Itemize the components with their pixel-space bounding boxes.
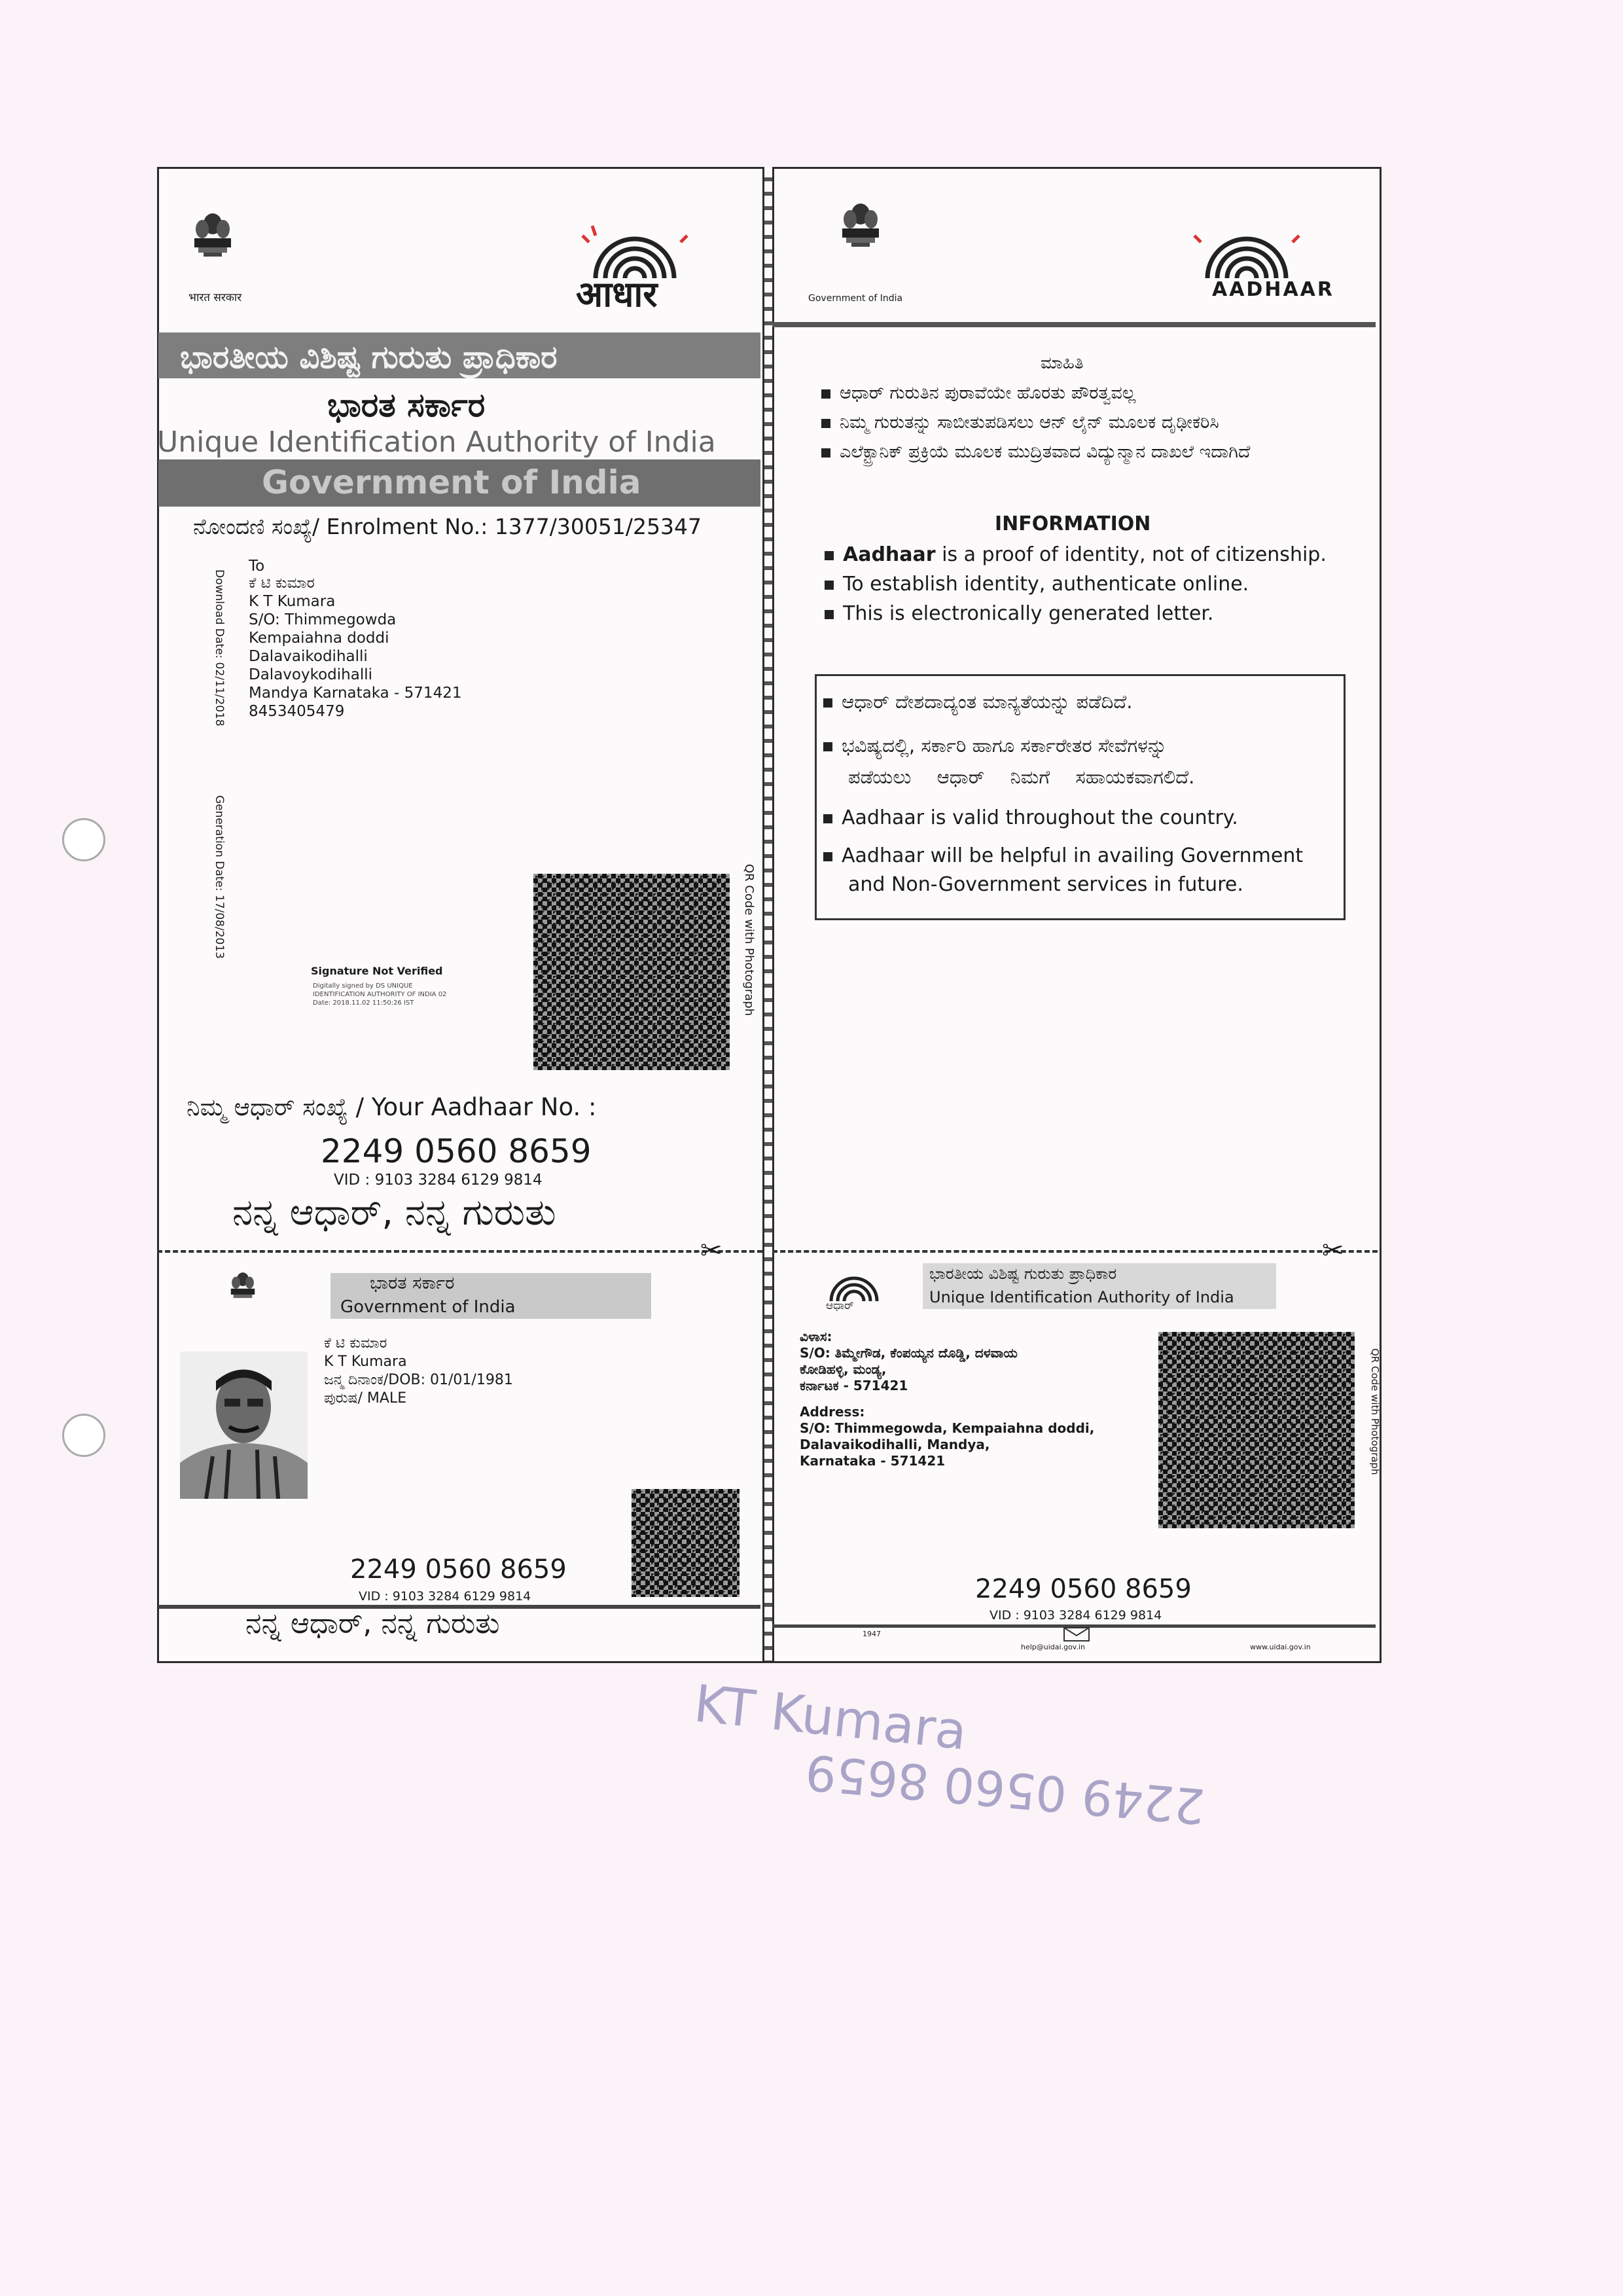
address-line: Dalavaikodihalli [249, 648, 368, 665]
to-label: To [249, 558, 265, 575]
box-item [823, 734, 1167, 757]
signature-status: Signature Not Verified [311, 965, 443, 977]
govt-english: Government of India [262, 463, 641, 501]
box-item [823, 806, 1238, 829]
box-item [823, 691, 1133, 713]
national-emblem-icon [834, 200, 887, 272]
back-uidai-english: Unique Identification Authority of India [929, 1288, 1234, 1306]
info-kannada-text: ಆಧಾರ್ ಗುರುತಿನ ಪುರಾವೆಯೇ ಹೊರತು ಪೌರತ್ವವಲ್ಲ [840, 383, 1136, 403]
front-vid: VID : 9103 3284 6129 9814 [359, 1589, 531, 1604]
box-text: Aadhaar is valid throughout the country. [842, 806, 1238, 829]
back-qr-code [1158, 1332, 1355, 1528]
info-text: This is electronically generated letter. [843, 602, 1214, 625]
back-qr-caption: QR Code with Photograph [1369, 1348, 1381, 1475]
download-date: Download Date: 02/11/2018 [213, 569, 226, 726]
back-address-kannada-line: ಕೋಡಿಹಳ್ಳಿ, ಮಂಡ್ಯ, [800, 1361, 887, 1377]
address-line: S/O: Thimmegowda [249, 611, 397, 628]
punch-hole [62, 1414, 105, 1457]
generation-date: Generation Date: 17/08/2013 [213, 795, 226, 959]
back-address-line: Dalavaikodihalli, Mandya, [800, 1437, 990, 1452]
front-name-english: K T Kumara [324, 1354, 407, 1370]
address-line: Dalavoykodihalli [249, 666, 372, 683]
info-bold-word: Aadhaar [843, 543, 936, 566]
holder-photo [180, 1352, 308, 1499]
box-item [823, 844, 1303, 867]
box-text: ಆಧಾರ್ ದೇಶದಾದ್ಯಂತ ಮಾನ್ಯತೆಯನ್ನು ಪಡೆದಿದೆ. [842, 691, 1133, 713]
back-address-kannada-line: ಕರ್ನಾಟಕ - 571421 [800, 1378, 908, 1393]
aadhaar-logo-icon [1181, 213, 1312, 285]
info-title: INFORMATION [995, 512, 1151, 535]
box-text: and Non-Government services in future. [848, 873, 1243, 896]
front-name-kannada: ಕೆ ಟಿ ಕುಮಾರ [324, 1335, 387, 1352]
your-aadhaar-label: ನಿಮ್ಮ ಆಧಾರ್ ಸಂಖ್ಯೆ / Your Aadhaar No. : [187, 1093, 597, 1121]
info-kannada-text: ಎಲೆಕ್ಟ್ರಾನಿಕ್ ಪ್ರಕ್ರಿಯೆ ಮೂಲಕ ಮುದ್ರಿತವಾದ ವಿದ್ಯುನ್ಮಾನ ದಾಖಲೆ ಇದಾಗಿದೆ [840, 442, 1251, 462]
front-dob: ಜನ್ಮ ದಿನಾಂಕ/DOB: 01/01/1981 [324, 1372, 513, 1388]
national-emblem-icon [226, 1270, 260, 1317]
bullet-icon [825, 551, 834, 560]
back-uidai-kannada: ಭಾರತೀಯ ವಿಶಿಷ್ಟ ಗುರುತು ಪ್ರಾಧಿಕಾರ [929, 1265, 1117, 1283]
info-kannada-title: ಮಾಹಿತಿ [1041, 353, 1084, 373]
front-qr-code [632, 1489, 740, 1597]
vid-number: VID : 9103 3284 6129 9814 [334, 1172, 543, 1189]
address-line: Mandya Karnataka - 571421 [249, 685, 462, 702]
info-item [825, 543, 1327, 566]
mail-icon [1063, 1627, 1090, 1641]
uidai-kannada: ಭಾರತೀಯ ವಿಶಿಷ್ಟ ಗುರುತು ಪ್ರಾಧಿಕಾರ [180, 339, 558, 376]
qr-caption: QR Code with Photograph [742, 864, 756, 1016]
header-rule [772, 322, 1376, 327]
front-govt-kannada: ಭಾರತ ಸರ್ಕಾರ [370, 1273, 455, 1293]
back-address-label-kannada: ವಿಳಾಸ: [800, 1329, 832, 1344]
back-vid: VID : 9103 3284 6129 9814 [990, 1608, 1162, 1623]
signature-details: Digitally signed by DS UNIQUE IDENTIFICATION AUTHORITY OF INDIA 02 Date: 2018.11.02 11:50:26 IST [313, 982, 447, 1007]
address-line: Kempaiahna doddi [249, 630, 389, 647]
info-kannada-text: ನಿಮ್ಮ ಗುರುತನ್ನು ಸಾಬೀತುಪಡಿಸಲು ಆನ್ ಲೈನ್ ಮೂಲಕ ದೃಢೀಕರಿಸಿ [840, 412, 1219, 433]
front-slogan: ನನ್ನ ಆಧಾರ್, ನನ್ನ ಗುರುತು [245, 1607, 500, 1640]
bullet-icon [825, 581, 834, 590]
bullet-icon [821, 448, 830, 457]
info-kannada-item [821, 442, 1251, 463]
info-text: To establish identity, authenticate online. [843, 573, 1249, 596]
box-text: Aadhaar will be helpful in availing Government [842, 844, 1304, 867]
aadhaar-logo-english: AADHAAR [1212, 278, 1334, 301]
front-gender: ಪುರುಷ/ MALE [324, 1390, 407, 1407]
back-address-label: Address: [800, 1404, 865, 1420]
bullet-icon [821, 389, 830, 399]
back-logo-text: ಆಧಾರ್ [826, 1299, 854, 1312]
front-aadhaar-number: 2249 0560 8659 [350, 1554, 567, 1585]
bullet-icon [823, 852, 832, 861]
address-line: K T Kumara [249, 593, 336, 610]
enrolment-number: ನೋಂದಣಿ ಸಂಖ್ಯೆ/ Enrolment No.: 1377/30051/25347 [193, 514, 702, 539]
handwritten-note: 2249 0560 8659 [803, 1743, 1207, 1835]
scissors-icon: ✂ [700, 1236, 722, 1266]
aadhaar-logo-text: आधार [576, 274, 658, 315]
back-aadhaar-number: 2249 0560 8659 [975, 1574, 1192, 1604]
slogan: ನನ್ನ ಆಧಾರ್, ನನ್ನ ಗುರುತು [232, 1191, 556, 1234]
bullet-icon [823, 814, 832, 823]
qr-code [533, 874, 730, 1070]
govt-kannada: ಭಾರತ ಸರ್ಕಾರ [327, 386, 486, 424]
handwritten-note: KT Kumara [691, 1674, 970, 1762]
helpline-number: 1947 [863, 1630, 881, 1638]
back-address-line: Karnataka - 571421 [800, 1453, 946, 1469]
govt-of-india-label: Government of India [808, 293, 903, 304]
info-item [825, 573, 1249, 596]
punch-hole [62, 818, 105, 861]
bullet-icon [821, 419, 830, 428]
back-address-line: S/O: Thimmegowda, Kempaiahna doddi, [800, 1420, 1095, 1436]
website: www.uidai.gov.in [1250, 1643, 1311, 1651]
info-text: is a proof of identity, not of citizenship. [935, 543, 1327, 566]
help-email: help@uidai.gov.in [1021, 1643, 1085, 1651]
front-govt-english: Government of India [340, 1297, 516, 1317]
info-kannada-item [821, 412, 1219, 433]
govt-label-hindi: भारत सरकार [188, 291, 242, 304]
bullet-icon [823, 742, 832, 751]
vertical-perforation [762, 167, 774, 1661]
box-text: ಭವಿಷ್ಯದಲ್ಲಿ, ಸರ್ಕಾರಿ ಹಾಗೂ ಸರ್ಕಾರೇತರ ಸೇವೆಗಳನ್ನು [842, 734, 1168, 757]
recipient-name-kannada: ಕೆ ಟಿ ಕುಮಾರ [249, 575, 315, 592]
cut-line-right [772, 1250, 1378, 1253]
info-item [825, 602, 1213, 625]
bullet-icon [823, 698, 832, 708]
cut-line-left [157, 1250, 762, 1253]
uidai-english: Unique Identification Authority of India [157, 425, 716, 459]
scissors-icon: ✂ [1322, 1236, 1344, 1266]
back-address-kannada-line: S/O: ತಿಮ್ಮೇಗೌಡ, ಕೆಂಪಯ್ಯನ ದೊಡ್ಡಿ, ದಳವಾಯ [800, 1345, 1018, 1361]
info-kannada-item [821, 383, 1136, 404]
bullet-icon [825, 610, 834, 619]
box-text: ಪಡೆಯಲು ಆಧಾರ್ ನಿಮಗೆ ಸಹಾಯಕವಾಗಲಿದೆ. [848, 766, 1195, 788]
phone-number: 8453405479 [249, 703, 345, 720]
national-emblem-icon [187, 209, 239, 281]
aadhaar-number: 2249 0560 8659 [321, 1132, 592, 1170]
